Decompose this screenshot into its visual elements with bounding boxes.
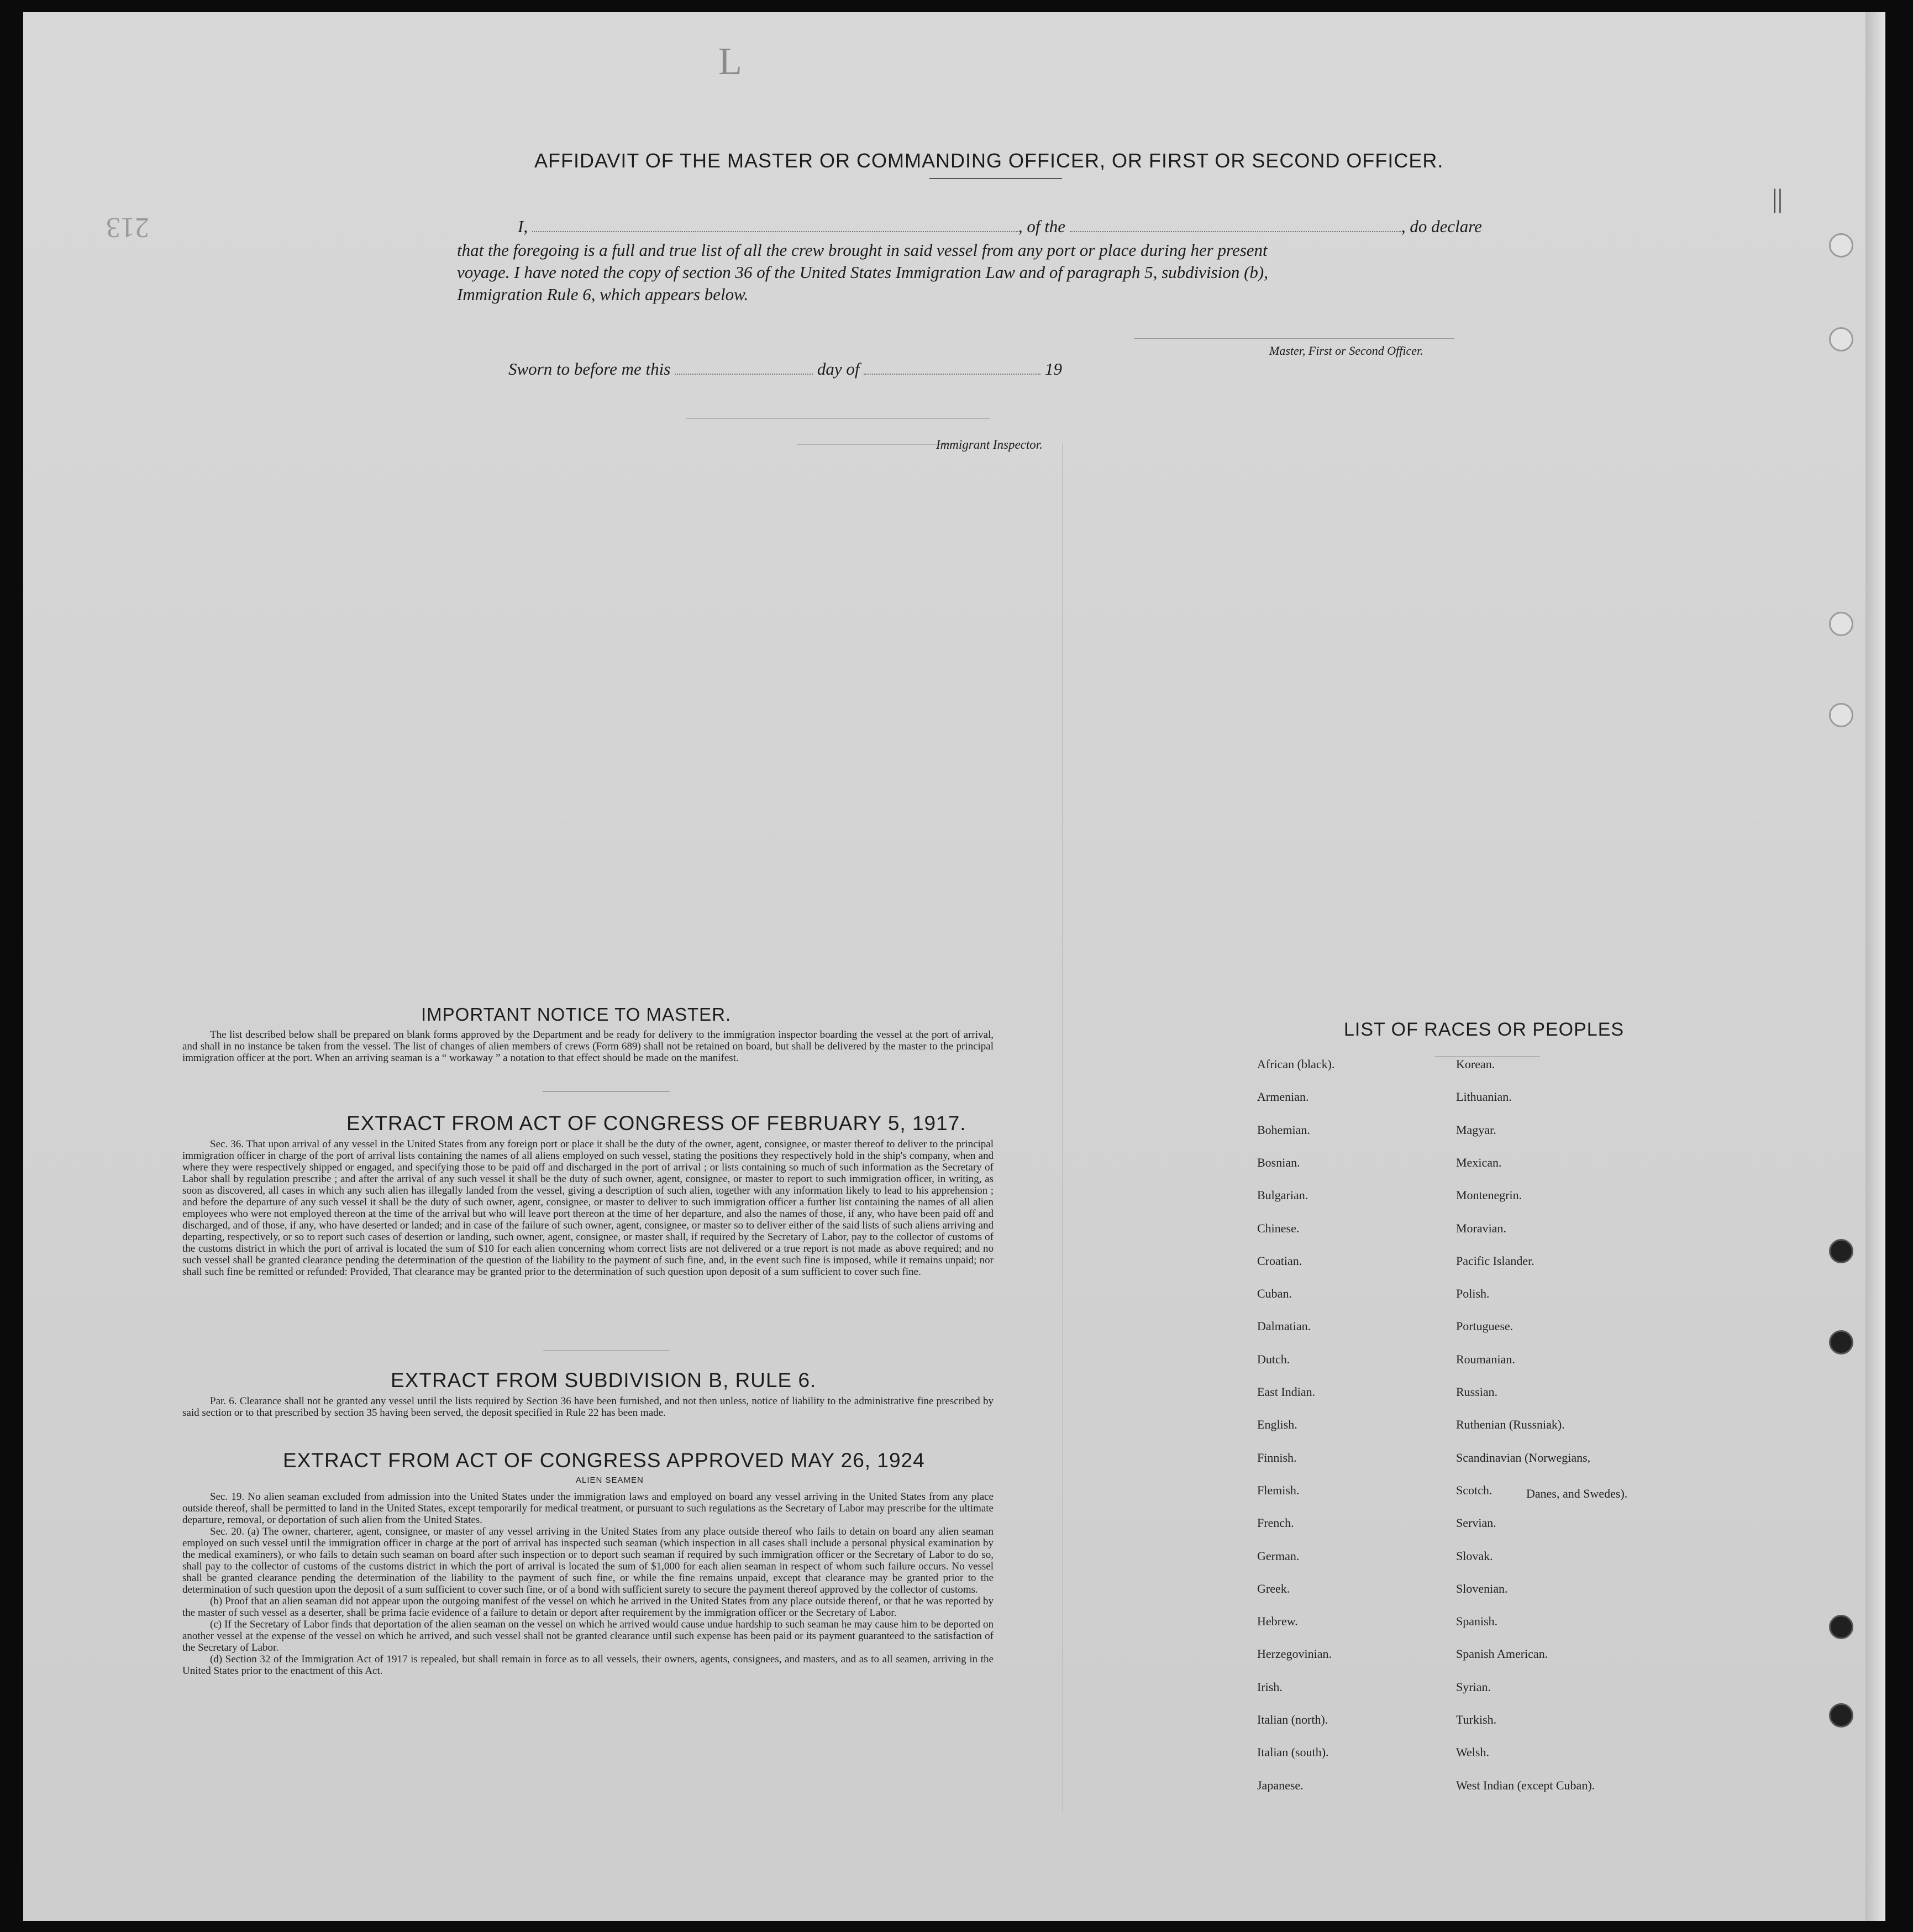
extract-1924-text bbox=[182, 1491, 994, 1677]
race-item: Scotch. bbox=[1456, 1483, 1492, 1497]
signature-rule bbox=[1134, 338, 1454, 339]
race-item: Cuban. bbox=[1257, 1287, 1292, 1301]
sec-19-paragraph: Sec. 19. No alien seaman excluded from admission into the United States under the immigration laws and employed on board any vessel arriving in the United States from any place outside thereof, shall be permitted to land in the United States, except temporarily for medical treatment, or pursuant to such regulations as the Secretary of Labor may prescribe for the ultimate departure, removal, or deportation of such alien from the United States. bbox=[182, 1491, 994, 1526]
inspector-label: Immigrant Inspector. bbox=[936, 438, 1043, 452]
section-36-paragraph: Sec. 36. That upon arrival of any vessel in the United States from any foreign port or place it shall be the duty of the owner, agent, consignee, or master thereof to deliver to the principal immigration officer in charge of the port of arrival lists containing the names of all aliens employed on such vessel, stating the positions they respectively hold in the ship's company, when and where they were respectively shipped or engaged, and specifying those to be paid off and discharged in the port of arrival ; or lists containing so much of such information as the Secretary of Labor shall by regulation prescribe ; and after the arrival of any such vessel it shall be the duty of such owner, agent, consignee, or master to report to such immigration officer, in writing, as soon as discovered, all cases in which any such alien has illegally landed from the vessel, giving a description of such alien, together with any information likely to lead to his apprehension ; and before the departure of any such vessel it shall be the duty of such owner, agent, consignee, or master to deliver to such immigration officer a further list containing the names of all alien employees who were not employed thereon at the time of the arrival but who will leave port thereon at the time of her departure, and also the names of those, if any, who have been paid off and discharged, and of those, if any, who have deserted or landed; and in case of the failure of such owner, agent, consignee, or master so to deliver either of the said lists of such aliens arriving and departing, respectively, or so to report such cases of desertion or landing, such owner, agent, consignee, or master shall, if required by the Secretary of Labor, pay to the collector of customs of the customs district in which the port of arrival is located the sum of $10 for each alien concerning whom correct lists are not delivered or a true report is not made as above required; and no such vessel shall be granted clearance pending the determination of the question of the liability to the payment of such fine, and, in the event such fine is imposed, while it remains unpaid; nor shall such fine be remitted or refunded: Provided, That clearance may be granted prior to the determination of such question upon deposit of a sum sufficient to cover such fine. bbox=[182, 1138, 994, 1278]
punch-hole bbox=[1829, 1330, 1853, 1355]
punch-hole bbox=[1829, 612, 1853, 636]
race-item: Bosnian. bbox=[1257, 1155, 1300, 1169]
race-item: Lithuanian. bbox=[1456, 1090, 1512, 1104]
race-item: French. bbox=[1257, 1516, 1294, 1530]
sec-20a-paragraph: Sec. 20. (a) The owner, charterer, agent, consignee, or master of any vessel arriving in the United States from any place outside thereof who fails to detain on board any alien seaman employed on such vessel until the immigration officer in charge at the port of arrival has inspected such seaman (which inspection in all cases shall include a personal physical examination by the medical examiners), or who fails to detain such seaman on board after such inspection or to deport such seaman if required by such immigration officer or the Secretary of Labor to do so, shall pay to the collector of customs of the customs district in which the port of arrival is located the sum of $1,000 for each alien seaman in respect of whom such failure occurs. No vessel shall be granted clearance pending the determination of the liability to the payment of such fine, or while the fine remains unpaid, except that clearance may be granted prior to the determination of such question upon the deposit of a sum sufficient to cover such fine, or of a bond with sufficient surety to secure the payment thereof approved by the collector of customs. bbox=[182, 1526, 994, 1595]
sec-20c-paragraph: (c) If the Secretary of Labor finds that deportation of the alien seaman on the vessel on which he arrived would cause undue hardship to such seaman he may cause him to be deported on another vessel at the expense of the vessel on which he arrived, and such vessel shall not be granted clearance until such expense has been paid or its payment guaranteed to the satisfaction of the Secretary of Labor. bbox=[182, 1619, 994, 1653]
sworn-month-blank bbox=[864, 374, 1040, 375]
race-item: Dutch. bbox=[1257, 1352, 1290, 1366]
race-item: Bulgarian. bbox=[1257, 1188, 1308, 1203]
race-item: Pacific Islander. bbox=[1456, 1253, 1534, 1268]
affidavit-title: AFFIDAVIT OF THE MASTER OR COMMANDING OFFICER, OR FIRST OR SECOND OFFICER. bbox=[534, 149, 1444, 172]
race-item: Spanish American. bbox=[1456, 1647, 1548, 1661]
affidavit-line-1 bbox=[518, 217, 1482, 237]
rule6-paragraph: Par. 6. Clearance shall not be granted any vessel until the lists required by Section 36 have been furnished, and not then unless, notice of liability to the administrative fine prescribed by said section or to that prescribed by section 35 having been served, the deposit specified in Rule 22 has been made. bbox=[182, 1395, 994, 1419]
race-item: Slovenian. bbox=[1456, 1581, 1508, 1595]
extract-rule6-text bbox=[182, 1395, 994, 1419]
punch-hole bbox=[1829, 1239, 1853, 1263]
notice-title: IMPORTANT NOTICE TO MASTER. bbox=[421, 1004, 732, 1025]
of-the-label: , of the bbox=[1018, 217, 1066, 236]
race-item: Montenegrin. bbox=[1456, 1188, 1522, 1203]
pencil-mark: L bbox=[718, 40, 742, 83]
race-item: Korean. bbox=[1456, 1057, 1495, 1071]
extract-1917-title: EXTRACT FROM ACT OF CONGRESS OF FEBRUARY 5, 1917. bbox=[346, 1112, 966, 1135]
page-edge bbox=[1865, 12, 1885, 1921]
race-item: Spanish. bbox=[1456, 1614, 1498, 1629]
race-item: Irish. bbox=[1257, 1679, 1283, 1694]
affidavit-line-2: that the foregoing is a full and true list of all the crew brought in said vessel from any port or place during her present bbox=[457, 240, 1268, 260]
name-blank bbox=[532, 231, 1018, 232]
margin-number: 213 bbox=[106, 212, 149, 243]
race-item: German. bbox=[1257, 1548, 1300, 1563]
race-item: Mexican. bbox=[1456, 1155, 1502, 1169]
race-item: Bohemian. bbox=[1257, 1122, 1310, 1137]
affidavit-line-4: Immigration Rule 6, which appears below. bbox=[457, 285, 749, 304]
race-item: Moravian. bbox=[1456, 1221, 1507, 1235]
title-rule bbox=[929, 178, 1062, 179]
column-divider-line bbox=[1062, 443, 1063, 1814]
sec-20b-paragraph: (b) Proof that an alien seaman did not appear upon the outgoing manifest of the vessel on which he arrived in the United States from any place outside thereof, or that he was reported by the master of such vessel as a deserter, shall be prima facie evidence of a failure to detain or deport after requirement by the immigration officer or the Secretary of Labor. bbox=[182, 1595, 994, 1619]
sec-20d-paragraph: (d) Section 32 of the Immigration Act of 1917 is repealed, but shall remain in force as to all vessels, their owners, agents, consignees, and masters, and as to all seamen, arriving in the United States prior to the enactment of this Act. bbox=[182, 1653, 994, 1677]
master-signature-label: Master, First or Second Officer. bbox=[1269, 344, 1423, 358]
race-item-continuation: Danes, and Swedes). bbox=[1526, 1487, 1628, 1500]
race-item: English. bbox=[1257, 1418, 1297, 1432]
race-item: Turkish. bbox=[1456, 1713, 1497, 1726]
race-item: Armenian. bbox=[1257, 1090, 1309, 1104]
race-item: Servian. bbox=[1456, 1516, 1496, 1530]
races-title: LIST OF RACES OR PEOPLES bbox=[1344, 1019, 1625, 1040]
vessel-blank bbox=[1070, 231, 1401, 232]
race-item: Russian. bbox=[1456, 1385, 1498, 1399]
affidavit-line-3: voyage. I have noted the copy of section 36 of the United States Immigration Law and of paragraph 5, subdivision (b), bbox=[457, 262, 1268, 282]
punch-hole bbox=[1829, 1703, 1853, 1728]
race-item: Italian (south). bbox=[1257, 1745, 1329, 1760]
year-label: 19 bbox=[1044, 359, 1062, 379]
race-item: Greek. bbox=[1257, 1581, 1290, 1595]
affidavit-i-label: I, bbox=[518, 217, 528, 236]
sworn-line bbox=[508, 359, 1062, 379]
race-item: Polish. bbox=[1456, 1287, 1490, 1301]
race-item: Scandinavian (Norwegians, bbox=[1456, 1450, 1591, 1464]
race-item: Syrian. bbox=[1456, 1679, 1491, 1694]
do-declare-label: , do declare bbox=[1401, 217, 1482, 236]
extract-1924-title: EXTRACT FROM ACT OF CONGRESS APPROVED MAY 26, 1924 bbox=[283, 1449, 925, 1472]
race-item: Roumanian. bbox=[1456, 1352, 1515, 1366]
race-item: Italian (north). bbox=[1257, 1713, 1328, 1726]
race-item: West Indian (except Cuban). bbox=[1456, 1778, 1595, 1792]
race-item: Flemish. bbox=[1257, 1483, 1300, 1497]
race-item: Magyar. bbox=[1456, 1122, 1496, 1137]
extract-1917-text bbox=[182, 1138, 994, 1278]
sworn-label: Sworn to before me this bbox=[508, 359, 671, 379]
race-item: African (black). bbox=[1257, 1057, 1335, 1071]
document-page bbox=[23, 12, 1885, 1921]
race-item: Chinese. bbox=[1257, 1221, 1300, 1235]
race-item: Welsh. bbox=[1456, 1745, 1489, 1760]
day-of-label: day of bbox=[817, 359, 860, 379]
alien-seamen-subtitle: ALIEN SEAMEN bbox=[576, 1476, 644, 1485]
extract-rule6-title: EXTRACT FROM SUBDIVISION B, RULE 6. bbox=[391, 1369, 817, 1392]
punch-hole bbox=[1829, 703, 1853, 727]
race-item: Hebrew. bbox=[1257, 1614, 1298, 1629]
punch-hole bbox=[1829, 327, 1853, 351]
race-item: Slovak. bbox=[1456, 1548, 1493, 1563]
race-item: Herzegovinian. bbox=[1257, 1647, 1332, 1661]
notice-text bbox=[182, 1029, 994, 1064]
race-item: Ruthenian (Russniak). bbox=[1456, 1418, 1565, 1432]
inspector-rule-1 bbox=[686, 418, 990, 419]
race-item: Japanese. bbox=[1257, 1778, 1304, 1792]
race-item: East Indian. bbox=[1257, 1385, 1316, 1399]
race-item: Dalmatian. bbox=[1257, 1319, 1311, 1334]
race-item: Finnish. bbox=[1257, 1450, 1297, 1464]
inspector-rule-2 bbox=[797, 444, 952, 445]
race-item: Portuguese. bbox=[1456, 1319, 1513, 1334]
punch-hole bbox=[1829, 233, 1853, 258]
punch-hole bbox=[1829, 1615, 1853, 1639]
notice-paragraph: The list described below shall be prepared on blank forms approved by the Department and be ready for delivery to the immigration inspector boarding the vessel at the port of arrival, and shall in no instance be taken from the vessel. The list of changes of alien members of crews (Form 689) shall not be retained on board, but shall be delivered by the master to the principal immigration officer at the port. When an arriving seaman is a “ workaway ” a notation to that effect should be made on the manifest. bbox=[182, 1029, 994, 1064]
race-item: Croatian. bbox=[1257, 1253, 1302, 1268]
sworn-day-blank bbox=[675, 374, 813, 375]
pencil-mark: || bbox=[1772, 184, 1783, 213]
